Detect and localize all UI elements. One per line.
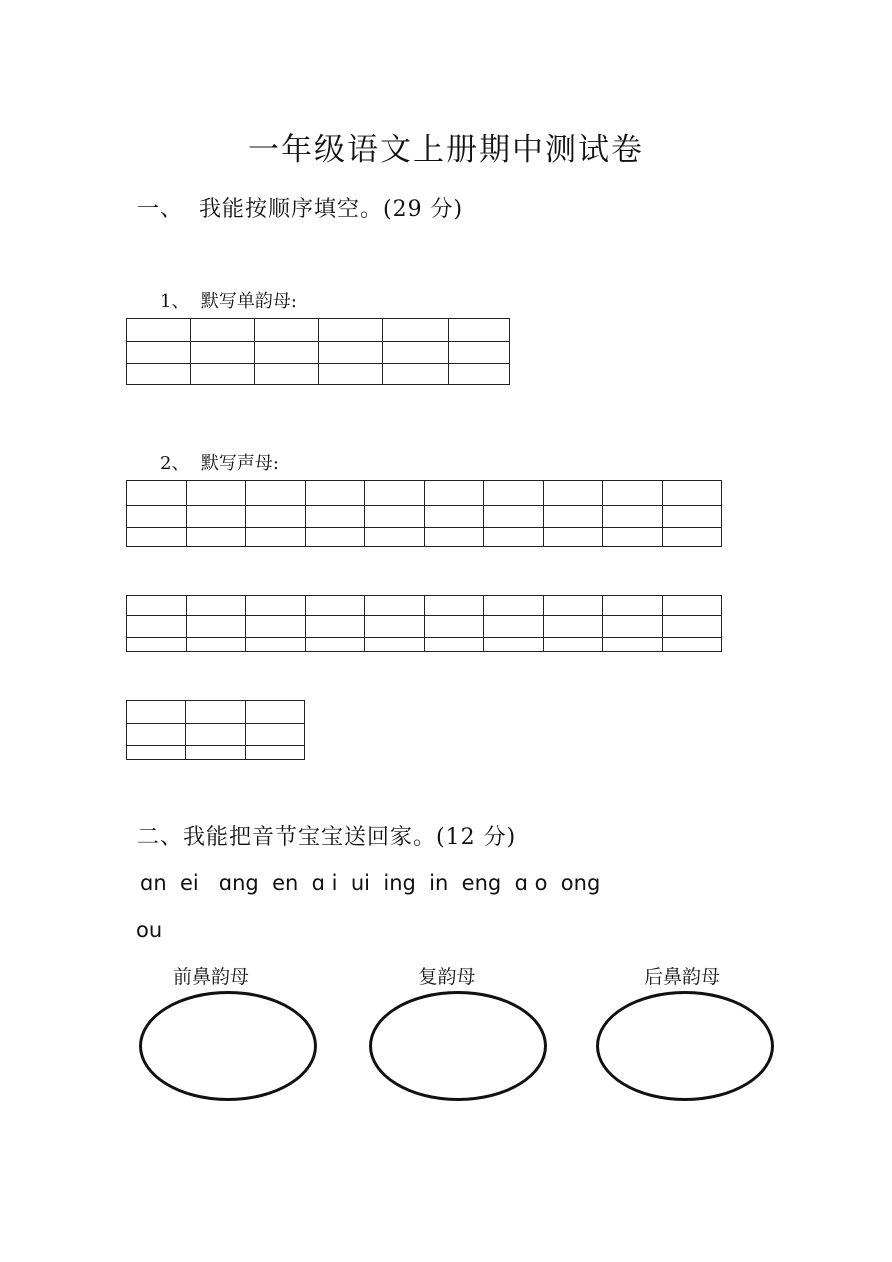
grid-cell[interactable] <box>305 506 365 527</box>
grid-cell[interactable] <box>543 637 603 651</box>
grid-cell[interactable] <box>603 481 663 506</box>
grid-cell[interactable] <box>127 616 187 637</box>
grid-cell[interactable] <box>305 596 365 616</box>
grid-cell[interactable] <box>305 637 365 651</box>
grid-cell[interactable] <box>191 342 255 363</box>
grid-cell[interactable] <box>662 596 722 616</box>
grid-cell[interactable] <box>186 616 246 637</box>
grid-cell[interactable] <box>449 363 510 384</box>
grid-cell[interactable] <box>424 616 484 637</box>
grid-cell[interactable] <box>365 481 425 506</box>
grid-cell[interactable] <box>127 481 187 506</box>
pinyin-line-2: ou <box>136 918 163 942</box>
part-1-label: 1、 默写单韵母: <box>160 291 297 312</box>
pinyin-line-1: ɑn ei ɑng en ɑ i ui ing in eng ɑ o ong <box>140 871 601 895</box>
grid-cell[interactable] <box>319 342 383 363</box>
grid-cell[interactable] <box>246 481 306 506</box>
page-title: 一年级语文上册期中测试卷 <box>248 132 644 168</box>
grid-cell[interactable] <box>543 481 603 506</box>
grid-cell[interactable] <box>186 527 246 546</box>
grid-cell[interactable] <box>319 319 383 342</box>
label-front-nasal-finals: 前鼻韵母 <box>172 966 249 988</box>
grid-cell[interactable] <box>365 506 425 527</box>
grid-cell[interactable] <box>484 616 544 637</box>
grid-cell[interactable] <box>246 506 306 527</box>
grid-cell[interactable] <box>662 506 722 527</box>
grid-cell[interactable] <box>365 596 425 616</box>
grid-cell[interactable] <box>186 637 246 651</box>
grid-cell[interactable] <box>305 616 365 637</box>
grid-cell[interactable] <box>246 527 306 546</box>
grid-cell[interactable] <box>127 527 187 546</box>
front-nasal-oval[interactable] <box>139 991 317 1101</box>
grid-cell[interactable] <box>127 596 187 616</box>
grid-cell[interactable] <box>383 319 449 342</box>
initials-writing-grid-2 <box>126 595 722 652</box>
grid-cell[interactable] <box>543 596 603 616</box>
grid-cell[interactable] <box>305 527 365 546</box>
grid-cell[interactable] <box>186 596 246 616</box>
grid-cell[interactable] <box>365 616 425 637</box>
grid-cell[interactable] <box>603 596 663 616</box>
grid-cell[interactable] <box>191 319 255 342</box>
grid-cell[interactable] <box>186 701 245 724</box>
grid-cell[interactable] <box>543 616 603 637</box>
grid-cell[interactable] <box>383 363 449 384</box>
grid-cell[interactable] <box>127 745 186 759</box>
grid-cell[interactable] <box>383 342 449 363</box>
grid-cell[interactable] <box>246 637 306 651</box>
grid-cell[interactable] <box>484 527 544 546</box>
part-2-label: 2、 默写声母: <box>160 453 279 474</box>
grid-cell[interactable] <box>662 616 722 637</box>
grid-cell[interactable] <box>603 637 663 651</box>
grid-cell[interactable] <box>245 745 304 759</box>
grid-cell[interactable] <box>424 481 484 506</box>
grid-cell[interactable] <box>424 527 484 546</box>
grid-cell[interactable] <box>245 701 304 724</box>
grid-cell[interactable] <box>127 701 186 724</box>
section-1-heading: 一、 我能按顺序填空。(29 分) <box>137 197 464 222</box>
label-compound-finals: 复韵母 <box>418 966 476 988</box>
initials-writing-grid-1 <box>126 480 722 547</box>
grid-cell[interactable] <box>246 616 306 637</box>
grid-cell[interactable] <box>127 637 187 651</box>
grid-cell[interactable] <box>603 616 663 637</box>
grid-cell[interactable] <box>246 596 306 616</box>
grid-cell[interactable] <box>662 637 722 651</box>
grid-cell[interactable] <box>186 745 245 759</box>
grid-cell[interactable] <box>424 506 484 527</box>
grid-cell[interactable] <box>127 363 191 384</box>
grid-cell[interactable] <box>305 481 365 506</box>
grid-cell[interactable] <box>603 506 663 527</box>
grid-cell[interactable] <box>245 724 304 745</box>
grid-cell[interactable] <box>424 596 484 616</box>
grid-cell[interactable] <box>662 481 722 506</box>
grid-cell[interactable] <box>484 506 544 527</box>
grid-cell[interactable] <box>255 319 319 342</box>
back-nasal-oval[interactable] <box>596 991 774 1101</box>
grid-cell[interactable] <box>484 481 544 506</box>
grid-cell[interactable] <box>186 481 246 506</box>
grid-cell[interactable] <box>484 637 544 651</box>
grid-cell[interactable] <box>255 363 319 384</box>
grid-cell[interactable] <box>365 637 425 651</box>
grid-cell[interactable] <box>449 342 510 363</box>
vowel-writing-grid <box>126 318 510 385</box>
grid-cell[interactable] <box>127 342 191 363</box>
grid-cell[interactable] <box>449 319 510 342</box>
grid-cell[interactable] <box>186 506 246 527</box>
grid-cell[interactable] <box>186 724 245 745</box>
grid-cell[interactable] <box>424 637 484 651</box>
grid-cell[interactable] <box>255 342 319 363</box>
section-2-heading: 二、我能把音节宝宝送回家。(12 分) <box>137 825 517 850</box>
grid-cell[interactable] <box>127 506 187 527</box>
grid-cell[interactable] <box>543 506 603 527</box>
grid-cell[interactable] <box>191 363 255 384</box>
initials-writing-grid-3 <box>126 700 305 760</box>
grid-cell[interactable] <box>603 527 663 546</box>
compound-finals-oval[interactable] <box>369 991 547 1101</box>
grid-cell[interactable] <box>365 527 425 546</box>
grid-cell[interactable] <box>543 527 603 546</box>
grid-cell[interactable] <box>662 527 722 546</box>
grid-cell[interactable] <box>484 596 544 616</box>
grid-cell[interactable] <box>127 319 191 342</box>
grid-cell[interactable] <box>127 724 186 745</box>
grid-cell[interactable] <box>319 363 383 384</box>
label-back-nasal-finals: 后鼻韵母 <box>643 966 720 988</box>
